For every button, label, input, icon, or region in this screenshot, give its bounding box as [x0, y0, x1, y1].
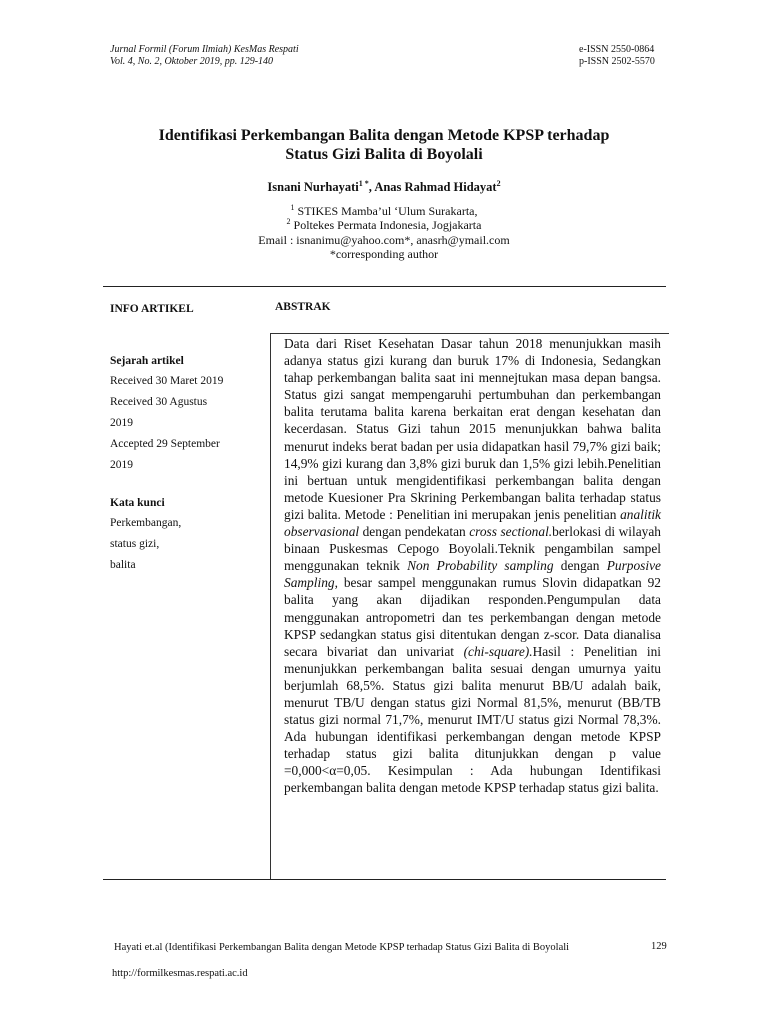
accepted-date-b: 2019 [110, 459, 133, 471]
accepted-date-a: Accepted 29 September [110, 438, 220, 450]
abstract-part-5: , besar sampel menggunakan rumus Slovin didapatkan 92 balita yang akan dijadikan responden.Pengumpulan data menggunakan antropometri dan tes perkembangan dengan metode KPSP sedangkan status gisi ditentukan dengan z-scor. Data dianalisa secara bivariat dan univariat [284, 575, 661, 659]
received-date-2a: Received 30 Agustus [110, 396, 208, 408]
author-1: Isnani Nurhayati [267, 180, 359, 194]
paper-title-line-1: Identifikasi Perkembangan Balita dengan Metode KPSP terhadap [158, 127, 610, 144]
article-info-sidebar [110, 351, 260, 576]
affiliation-2-mark: 2 [286, 217, 291, 226]
affiliation-1-text: STIKES Mamba’ul ‘Ulum Surakarta, [294, 204, 478, 218]
author-emails: Email : isnanimu@yahoo.com*, anasrh@ymail.com [258, 233, 510, 247]
eissn: e-ISSN 2550-0864 [579, 44, 655, 55]
abstract-part-6: Hasil : Penelitian ini menunjukkan perkembangan balita sesuai dengan umurnya yaitu berjumlah 68,5%. Status gizi balita menurut BB/U adalah baik, menurut TB/U dengan status gizi Normal 81,5%, menurut (BB/TB status gizi normal 71,7%, menurut IMT/U status gizi Normal 78,3%. Ada hubungan identifikasi perkembangan dengan metode KPSP terhadap status gizi balita ditunjukkan dengan p value =0,000<α=0,05. Kesimpulan : Ada hubungan Identifikasi perkembangan balita dengan metode KPSP terhadap status gizi balita. [284, 643, 661, 796]
corresponding-note: *corresponding author [329, 247, 439, 261]
section-rule-bottom [103, 879, 666, 880]
abstract-heading: ABSTRAK [275, 301, 331, 313]
abstract-italic-2: cross sectional. [469, 524, 553, 540]
abstract-part-4: dengan [553, 558, 607, 574]
affiliation-2-text: Poltekes Permata Indonesia, Jogjakarta [290, 218, 482, 232]
keywords-heading: Kata kunci [110, 497, 165, 509]
affiliation-2 [100, 218, 668, 232]
journal-volume: Vol. 4, No. 2, Oktober 2019, pp. 129-140 [110, 56, 274, 67]
keyword-3: balita [110, 559, 136, 571]
footer-url[interactable]: http://formilkesmas.respati.ac.id [112, 968, 248, 979]
author-separator: , [368, 180, 375, 194]
received-date-2b: 2019 [110, 417, 133, 429]
journal-name: Jurnal Formil (Forum Ilmiah) KesMas Respati [110, 44, 299, 55]
footer-citation: Hayati et.al (Identifikasi Perkembangan Balita dengan Metode KPSP terhadap Status Gizi Balita di Boyolali [114, 942, 570, 953]
author-1-mark: 1 * [358, 178, 369, 188]
affiliation-1-mark: 1 [290, 203, 295, 212]
abstract-part-1: Data dari Riset Kesehatan Dasar tahun 2018 menunjukkan masih adanya status gizi kurang dan buruk 17% di Indonesia, Sedangkan tahap perkembangan balita saat ini mennejtukan masa depan bangsa. Status gizi sangat mempengaruhi pertumbuhan dan perkembangan balita terutama balita karena berkaitan erat dengan kesehatan dan kecerdasan. Status Gizi tahun 2015 menunjukkan bahwa balita menurut indeks berat badan per usia didapatkan hasil 79,7% gizi baik; 14,9% gizi kurang dan 3,8% gizi buruk dan 1,5% gizi lebih.Penelitian ini bertuan untuk mengidentifikasi perkembangan balita dengan metode Kuesioner Pra Skrining Perkembangan balita terhadap status gizi balita. Metode : Penelitian ini merupakan jenis penelitian [284, 336, 661, 522]
received-date-1: Received 30 Maret 2019 [110, 375, 224, 387]
history-heading: Sejarah artikel [110, 355, 184, 367]
paper-title [100, 126, 668, 164]
info-heading: INFO ARTIKEL [110, 303, 194, 315]
keyword-1: Perkembangan, [110, 517, 182, 529]
abstract-italic-1: analitik observasional [284, 506, 661, 540]
paper-title-line-2: Status Gizi Balita di Boyolali [285, 146, 483, 163]
author-2-mark: 2 [496, 178, 501, 188]
abstract-body [284, 335, 661, 797]
pissn: p-ISSN 2502-5570 [579, 56, 655, 67]
page-number: 129 [651, 941, 667, 952]
section-rule-top [103, 286, 666, 287]
abstract-part-3: berlokasi di wilayah binaan Puskesmas Cepogo Boyolali.Teknik pengambilan sampel menggunakan teknik [284, 524, 661, 574]
author-2: Anas Rahmad Hidayat [374, 180, 497, 194]
abstract-italic-3: Non Probability sampling [407, 558, 554, 574]
keyword-2: status gizi, [110, 538, 160, 550]
abstract-part-2: dengan pendekatan [359, 524, 470, 540]
abstract-italic-5: (chi-square). [463, 643, 533, 659]
affiliation-1 [100, 204, 668, 218]
author-list [100, 180, 668, 195]
abstract-italic-4: Purposive Sampling [284, 558, 661, 591]
